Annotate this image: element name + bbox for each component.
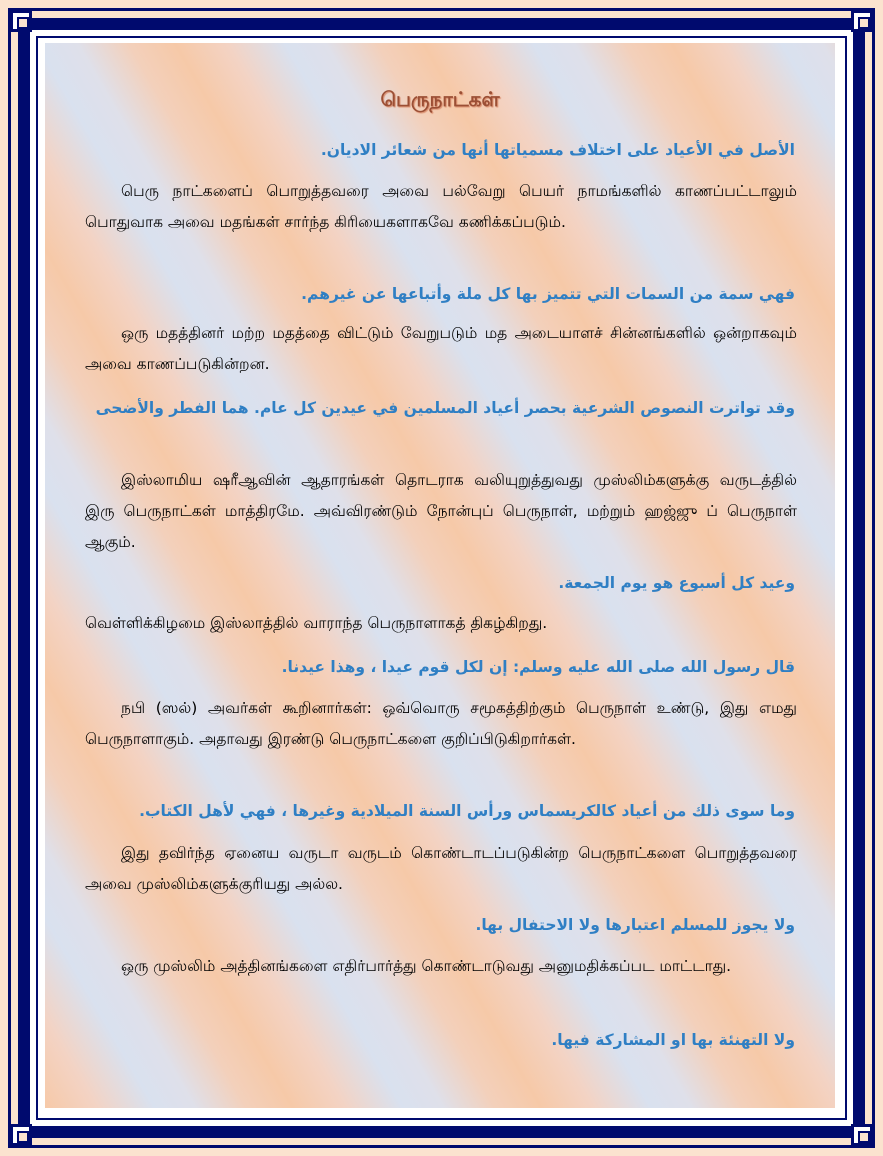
corner-ornament-top-right <box>851 10 873 32</box>
arabic-line-6: وما سوى ذلك من أعياد كالكريسماس ورأس السنة الميلادية وغيرها ، فهي لأهل الكتاب. <box>139 802 795 820</box>
border-band-top <box>12 18 871 30</box>
border-band-bottom <box>12 1126 871 1138</box>
document-content <box>45 43 835 1108</box>
tamil-paragraph-6: இது தவிர்ந்த ஏனைய வருடா வருடம் கொண்டாடப்படுகின்ற பெருநாட்களை பொறுத்தவரை அவை முஸ்லிம்களுக்குரியது அல்ல. <box>85 844 797 893</box>
tamil-paragraph-5: நபி (ஸல்) அவர்கள் கூறினார்கள்: ஒவ்வொரு சமூகத்திற்கும் பெருநாள் உண்டு, இது எமது பெருநாளாகும். அதாவது இரண்டு பெருநாட்களை குறிப்பிடுகிறார்கள். <box>85 699 797 748</box>
tamil-paragraph-1: பெரு நாட்களைப் பொறுத்தவரை அவை பல்வேறு பெயர் நாமங்களில் காணப்பட்டாலும் பொதுவாக அவை மதங்கள் சார்ந்த கிரியைகளாகவே கணிக்கப்படும். <box>85 182 797 231</box>
corner-ornament-bottom-left <box>10 1124 32 1146</box>
arabic-line-7: ولا يجوز للمسلم اعتبارها ولا الاحتفال بها. <box>475 916 795 934</box>
border-band-left <box>18 18 30 1138</box>
corner-ornament-top-left <box>10 10 32 32</box>
tamil-paragraph-7: ஒரு முஸ்லிம் அத்தினங்களை எதிர்பார்த்து கொண்டாடுவது அனுமதிக்கப்பட மாட்டாது. <box>121 957 732 975</box>
border-band-right <box>853 18 865 1138</box>
arabic-line-3: وقد تواترت النصوص الشرعية بحصر أعياد المسلمين في عيدين كل عام. هما الفطر والأضحى <box>95 399 795 417</box>
arabic-line-1: الأصل في الأعياد على اختلاف مسمياتها أنها من شعائر الاديان. <box>320 141 795 159</box>
tamil-paragraph-4: வெள்ளிக்கிழமை இஸ்லாத்தில் வாராந்த பெருநாளாகத் திகழ்கிறது. <box>85 614 548 632</box>
corner-ornament-bottom-right <box>851 1124 873 1146</box>
tamil-paragraph-2: ஒரு மதத்தினர் மற்ற மதத்தை விட்டும் வேறுபடும் மத அடையாளச் சின்னங்களில் ஒன்றாகவும் அவை காணப்படுகின்றன. <box>85 324 797 373</box>
arabic-line-5: قال رسول الله صلى الله عليه وسلم: إن لكل قوم عيدا ، وهذا عيدنا. <box>281 658 795 676</box>
page-title: பெருநாட்கள் <box>380 87 500 111</box>
arabic-line-2: فهي سمة من السمات التي تتميز بها كل ملة وأتباعها عن غيرهم. <box>301 285 795 303</box>
tamil-paragraph-3: இஸ்லாமிய ஷரீஆவின் ஆதாரங்கள் தொடராக வலியுறுத்துவது முஸ்லிம்களுக்கு வருடத்தில் இரு பெருநாட்கள் மாத்திரமே. அவ்விரண்டும் நோன்புப் பெருநாள், மற்றும் ஹஜ்ஜு ப் பெருநாள் ஆகும். <box>85 471 797 551</box>
arabic-line-4: وعيد كل أسبوع هو يوم الجمعة. <box>558 574 795 592</box>
arabic-line-8: ولا التهنئة بها او المشاركة فيها. <box>551 1031 795 1049</box>
